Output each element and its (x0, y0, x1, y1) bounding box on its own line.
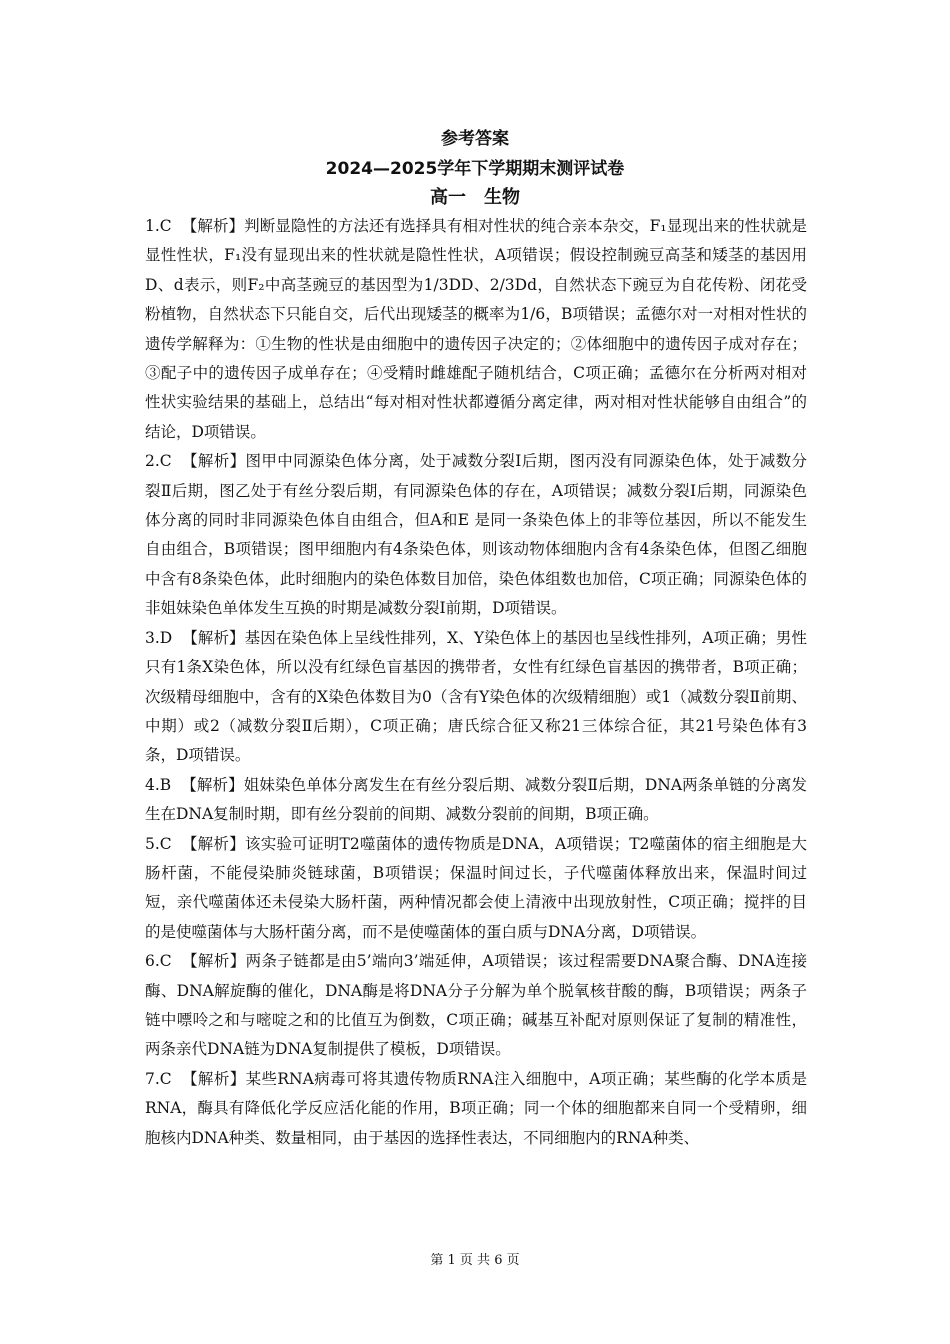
analysis-tag: 【解析】 (181, 452, 246, 471)
answer-number: 3.D (145, 628, 173, 647)
analysis-tag: 【解析】 (181, 775, 244, 794)
answer-number: 4.B (145, 775, 172, 794)
analysis-tag: 【解析】 (181, 1069, 246, 1088)
analysis-tag: 【解析】 (181, 217, 245, 235)
answer-item (145, 624, 807, 771)
exam-title: 2024—2025学年下学期期末测评试卷 (325, 159, 625, 179)
answer-number: 1.C (145, 217, 172, 235)
analysis-tag: 【解析】 (182, 628, 245, 647)
answer-item (145, 447, 807, 623)
analysis-tag: 【解析】 (181, 952, 246, 971)
answer-number: 6.C (145, 952, 172, 971)
answer-key-title: 参考答案 (441, 129, 509, 149)
answer-text: 判断显隐性的方法还有选择具有相对性状的纯合亲本杂交，F₁显现出来的性状就是显性性状，F₁没有显现出来的性状就是隐性性状，A项错误；假设控制豌豆高茎和矮茎的基因用D、d表示，则F₂中高茎豌豆的基因型为1/3DD、2/3Dd，自然状态下豌豆为自花传粉、闭花受粉植物，自然状态下只能自交，后代出现矮茎的概率为1/6，B项错误；孟德尔对一对相对性状的遗传学解释为：①生物的性状是由细胞中的遗传因子决定的；②体细胞中的遗传因子成对存在；③配子中的遗传因子成单存在；④受精时雌雄配子随机结合，C项正确；孟德尔在分析两对相对性状实验结果的基础上，总结出“每对相对性状都遵循分离定律，两对相对性状能够自由组合”的结论，D项错误。 (145, 217, 807, 441)
answer-item (145, 771, 807, 830)
answer-item (145, 212, 807, 447)
answer-number: 7.C (145, 1069, 172, 1088)
page-number: 第 1 页 共 6 页 (430, 1253, 520, 1268)
answer-number: 2.C (145, 452, 172, 471)
answer-text: 图甲中同源染色体分离，处于减数分裂Ⅰ后期，图丙没有同源染色体，处于减数分裂Ⅱ后期，图乙处于有丝分裂后期，有同源染色体的存在，A项错误；减数分裂Ⅰ后期，同源染色体分离的同时非同源染色体自由组合，但A和E 是同一条染色体上的非等位基因，所以不能发生自由组合，B项错误；图甲细胞内有4条染色体，则该动物体细胞内含有4条染色体，但图乙细胞中含有8条染色体，此时细胞内的染色体数目加倍，染色体组数也加倍，C项正确；同源染色体的非姐妹染色单体发生互换的时期是减数分裂Ⅰ前期，D项错误。 (145, 452, 807, 618)
answer-item (145, 1065, 807, 1153)
answer-list (145, 212, 807, 1153)
answer-item (145, 830, 807, 948)
answer-item (145, 947, 807, 1065)
analysis-tag: 【解析】 (181, 834, 245, 853)
subject-title: 高一 生物 (430, 187, 520, 208)
answer-text: 该实验可证明T2噬菌体的遗传物质是DNA，A项错误；T2噬菌体的宿主细胞是大肠杆菌，不能侵染肺炎链球菌，B项错误；保温时间过长，子代噬菌体释放出来，保温时间过短，亲代噬菌体还未侵染大肠杆菌，两种情况都会使上清液中出现放射性，C项正确；搅拌的目的是使噬菌体与大肠杆菌分离，而不是使噬菌体的蛋白质与DNA分离，D项错误。 (145, 834, 807, 941)
answer-text: 基因在染色体上呈线性排列，X、Y染色体上的基因也呈线性排列，A项正确；男性只有1条X染色体，所以没有红绿色盲基因的携带者，女性有红绿色盲基因的携带者，B项正确；次级精母细胞中，含有的X染色体数目为0（含有Y染色体的次级精细胞）或1（减数分裂Ⅱ前期、中期）或2（减数分裂Ⅱ后期），C项正确；唐氏综合征又称21三体综合征，其21号染色体有3条，D项错误。 (145, 628, 807, 765)
answer-text: 两条子链都是由5’端向3’端延伸，A项错误；该过程需要DNA聚合酶、DNA连接酶、DNA解旋酶的催化，DNA酶是将DNA分子分解为单个脱氧核苷酸的酶，B项错误；两条子链中嘌呤之和与嘧啶之和的比值互为倒数，C项正确；碱基互补配对原则保证了复制的精准性，两条亲代DNA链为DNA复制提供了模板，D项错误。 (145, 952, 807, 1059)
answer-text: 某些RNA病毒可将其遗传物质RNA注入细胞中，A项正确；某些酶的化学本质是RNA，酶具有降低化学反应活化能的作用，B项正确；同一个体的细胞都来自同一个受精卵，细胞核内DNA种类、数量相同，由于基因的选择性表达，不同细胞内的RNA种类、 (145, 1069, 807, 1147)
answer-text: 姐妹染色单体分离发生在有丝分裂后期、减数分裂Ⅱ后期，DNA两条单链的分离发生在DNA复制时期，即有丝分裂前的间期、减数分裂前的间期，B项正确。 (145, 775, 807, 824)
answer-number: 5.C (145, 834, 172, 853)
